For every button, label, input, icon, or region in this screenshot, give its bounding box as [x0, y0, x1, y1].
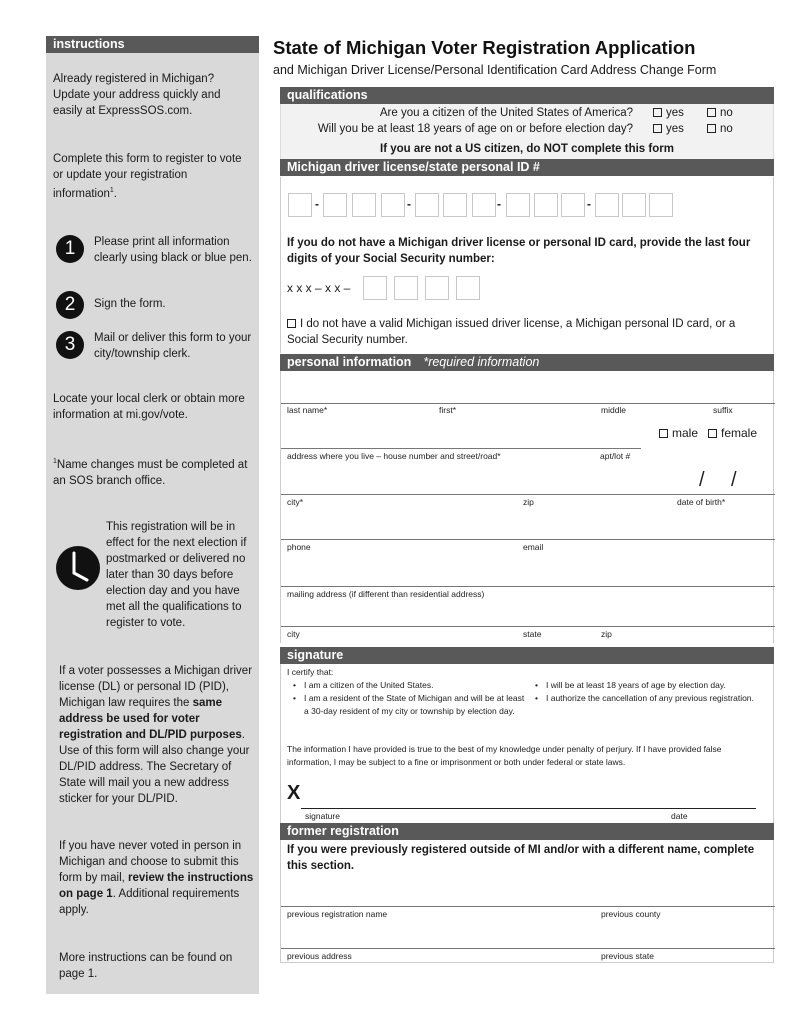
intro-end: .	[113, 187, 117, 200]
checkbox-icon	[653, 124, 662, 133]
name-change-footnote	[53, 454, 253, 489]
mailing-zip-label: zip	[601, 629, 612, 639]
mail-voter-note	[59, 838, 254, 918]
ssn-digit-input[interactable]	[456, 276, 480, 300]
prev-county-label: previous county	[601, 909, 661, 919]
dob-label: date of birth*	[677, 497, 726, 507]
signature-line	[301, 808, 756, 809]
dash-separator: -	[315, 197, 319, 211]
license-char-input[interactable]	[472, 193, 496, 217]
license-header: Michigan driver license/state personal ID #	[280, 159, 774, 176]
license-char-input[interactable]	[288, 193, 312, 217]
no-label: no	[720, 107, 733, 119]
no-label: no	[720, 123, 733, 135]
dash-separator: -	[587, 197, 591, 211]
instructions-sidebar	[46, 36, 259, 994]
checkbox-icon	[653, 108, 662, 117]
checkbox-icon	[659, 429, 668, 438]
male-label: male	[672, 426, 699, 440]
no-id-checkbox[interactable]	[287, 316, 767, 348]
sidebar-header: instructions	[46, 36, 259, 53]
age-no-checkbox[interactable]	[707, 123, 733, 135]
prev-address-line	[281, 948, 775, 949]
dob-slash: /	[699, 469, 705, 491]
prev-name-line	[281, 906, 775, 907]
mailing-input-area[interactable]	[281, 555, 775, 586]
no-id-label: I do not have a valid Michigan issued driver license, a Michigan personal ID card, or a Social Security number.	[287, 318, 736, 346]
apt-label: apt/lot #	[600, 451, 631, 461]
mailing-city-line	[281, 626, 775, 627]
ssn-digit-input[interactable]	[394, 276, 418, 300]
cert-list-right	[529, 679, 769, 705]
last-name-label: last name*	[287, 405, 328, 415]
step-text: Please print all information clearly using black or blue pen.	[94, 236, 252, 264]
ssn-digit-input[interactable]	[363, 276, 387, 300]
mailing-address-label: mailing address (if different than residential address)	[287, 589, 485, 599]
license-char-input[interactable]	[415, 193, 439, 217]
former-registration-panel	[280, 840, 774, 963]
mailing-line	[281, 586, 775, 587]
license-char-input[interactable]	[561, 193, 585, 217]
qualifications-header: qualifications	[280, 87, 774, 104]
phone-label: phone	[287, 542, 311, 552]
license-char-input[interactable]	[352, 193, 376, 217]
intro-text: Complete this form to register to vote or update your registration information	[53, 153, 242, 200]
qualifications-section	[280, 87, 774, 176]
footnote-text: Name changes must be completed at an SOS branch office.	[53, 458, 248, 487]
prev-state-label: previous state	[601, 951, 654, 961]
footnote-marker: 1	[53, 458, 57, 465]
mail-note-text: If you have never voted in person in Michigan and choose to submit this form by mail,	[59, 840, 242, 884]
step-text: Sign the form.	[94, 298, 166, 310]
ssn-instructions: If you do not have a Michigan driver license or personal ID card, provide the last four digits of your Social Security number:	[287, 237, 751, 265]
cert-list-left	[287, 679, 527, 718]
checkbox-icon	[287, 319, 296, 328]
suffix-label: suffix	[713, 405, 733, 415]
cert-bullet: • I will be at least 18 years of age by election day.	[529, 679, 769, 692]
required-note: *required information	[423, 355, 540, 369]
female-label: female	[721, 426, 758, 440]
date-label: date	[671, 811, 688, 821]
personal-info-panel	[280, 371, 774, 643]
intro-complete-form	[53, 151, 253, 202]
address-input-area[interactable]	[281, 419, 641, 448]
dl-address-note	[59, 663, 254, 807]
license-char-input[interactable]	[323, 193, 347, 217]
citizen-question: Are you a citizen of the United States of America?	[379, 107, 633, 119]
license-panel	[280, 177, 774, 353]
deadline-note: This registration will be in effect for the next election if postmarked or delivered no later than 30 days before election day and you have met all the qualifications to register to vote.	[106, 521, 247, 629]
dob-input-area[interactable]	[651, 467, 775, 494]
dash-separator: -	[407, 197, 411, 211]
male-checkbox[interactable]	[659, 426, 698, 440]
more-instructions-note: More instructions can be found on page 1.	[59, 952, 233, 980]
city-line	[281, 494, 775, 495]
personal-info-title: personal information	[287, 355, 412, 369]
license-char-input[interactable]	[381, 193, 405, 217]
female-checkbox[interactable]	[708, 426, 757, 440]
ssn-prefix: x x x – x x –	[287, 281, 351, 295]
license-char-input[interactable]	[622, 193, 646, 217]
address-line	[281, 448, 641, 449]
former-instructions: If you were previously registered outside of MI and/or with a different name, complete this section.	[287, 844, 755, 872]
prev-name-input-area[interactable]	[281, 878, 775, 906]
personal-info-header	[280, 354, 774, 371]
step-number-3-icon: 3	[56, 331, 84, 359]
former-header-wrap	[280, 823, 774, 840]
middle-name-label: middle	[601, 405, 627, 415]
signature-input-area[interactable]	[301, 780, 756, 808]
checkbox-icon	[707, 108, 716, 117]
dob-slash: /	[731, 469, 737, 491]
ssn-digit-input[interactable]	[425, 276, 449, 300]
cert-bullet: • I am a resident of the State of Michigan and will be at least a 30-day resident of my city or township by election day.	[287, 692, 527, 718]
signature-panel	[280, 664, 774, 824]
dl-note-bold: same address be used for voter registration and DL/PID purposes	[59, 697, 242, 741]
license-char-input[interactable]	[534, 193, 558, 217]
yes-label: yes	[666, 123, 684, 135]
dl-note-text-end: . Use of this form will also change your DL/PID address. The Secretary of State will mail you a new address sticker for your DL/PID.	[59, 729, 250, 805]
name-line	[281, 403, 775, 404]
phone-email-input-area[interactable]	[281, 509, 775, 539]
phone-line	[281, 539, 775, 540]
former-registration-header: former registration	[280, 823, 774, 840]
license-char-input[interactable]	[443, 193, 467, 217]
email-label: email	[523, 542, 544, 552]
checkbox-icon	[708, 429, 717, 438]
mailing-city-input-area[interactable]	[281, 601, 775, 626]
signature-header: signature	[280, 647, 774, 664]
citizen-yes-checkbox[interactable]	[653, 107, 684, 119]
license-char-input[interactable]	[595, 193, 619, 217]
name-input-area[interactable]	[281, 371, 775, 403]
clock-icon	[56, 546, 100, 590]
citizen-warning: If you are not a US citizen, do NOT complete this form	[380, 143, 674, 155]
qualifications-body	[280, 104, 774, 159]
footnote-ref: 1	[109, 187, 114, 194]
cert-bullet: • I am a citizen of the United States.	[287, 679, 527, 692]
perjury-statement: The information I have provided is true to the best of my knowledge under penalty of perjury. If I have provided false information, I may be subject to a fine or imprisonment or both under federal or state laws.	[287, 744, 722, 767]
mail-note-text-end: . Additional requirements apply.	[59, 888, 240, 916]
signature-header-wrap	[280, 647, 774, 664]
mailing-city-label: city	[287, 629, 300, 639]
signature-x-mark: X	[287, 782, 301, 804]
locate-clerk-note: Locate your local clerk or obtain more information at mi.gov/vote.	[53, 393, 245, 421]
age-question: Will you be at least 18 years of age on or before election day?	[317, 123, 633, 135]
address-label: address where you live – house number and street/road*	[287, 451, 501, 461]
checkbox-icon	[707, 124, 716, 133]
dl-note-text: If a voter possesses a Michigan driver license (DL) or personal ID (PID), Michigan law requires the	[59, 665, 253, 709]
first-name-label: first*	[439, 405, 456, 415]
yes-label: yes	[666, 107, 684, 119]
step-number-2-icon: 2	[56, 291, 84, 319]
form-title: State of Michigan Voter Registration Application	[273, 37, 696, 58]
certify-intro: I certify that:	[287, 667, 334, 677]
prev-address-input-area[interactable]	[281, 922, 775, 948]
age-yes-checkbox[interactable]	[653, 123, 684, 135]
license-char-input[interactable]	[649, 193, 673, 217]
personal-info-header-wrap	[280, 354, 774, 371]
mailing-state-label: state	[523, 629, 542, 639]
mail-note-bold: review the instructions on page 1	[59, 872, 254, 900]
city-label: city*	[287, 497, 304, 507]
license-char-input[interactable]	[506, 193, 530, 217]
step-text: Mail or deliver this form to your city/township clerk.	[94, 332, 252, 360]
citizen-no-checkbox[interactable]	[707, 107, 733, 119]
zip-label: zip	[523, 497, 534, 507]
step-number-1-icon: 1	[56, 235, 84, 263]
intro-express-sos: Already registered in Michigan? Update your address quickly and easily at ExpressSOS.com.	[53, 73, 221, 117]
form-subtitle: and Michigan Driver License/Personal Identification Card Address Change Form	[273, 63, 717, 77]
dash-separator: -	[497, 197, 501, 211]
cert-bullet: • I authorize the cancellation of any previous registration.	[529, 692, 769, 705]
signature-label: signature	[305, 811, 340, 821]
prev-address-label: previous address	[287, 951, 352, 961]
prev-name-label: previous registration name	[287, 909, 388, 919]
